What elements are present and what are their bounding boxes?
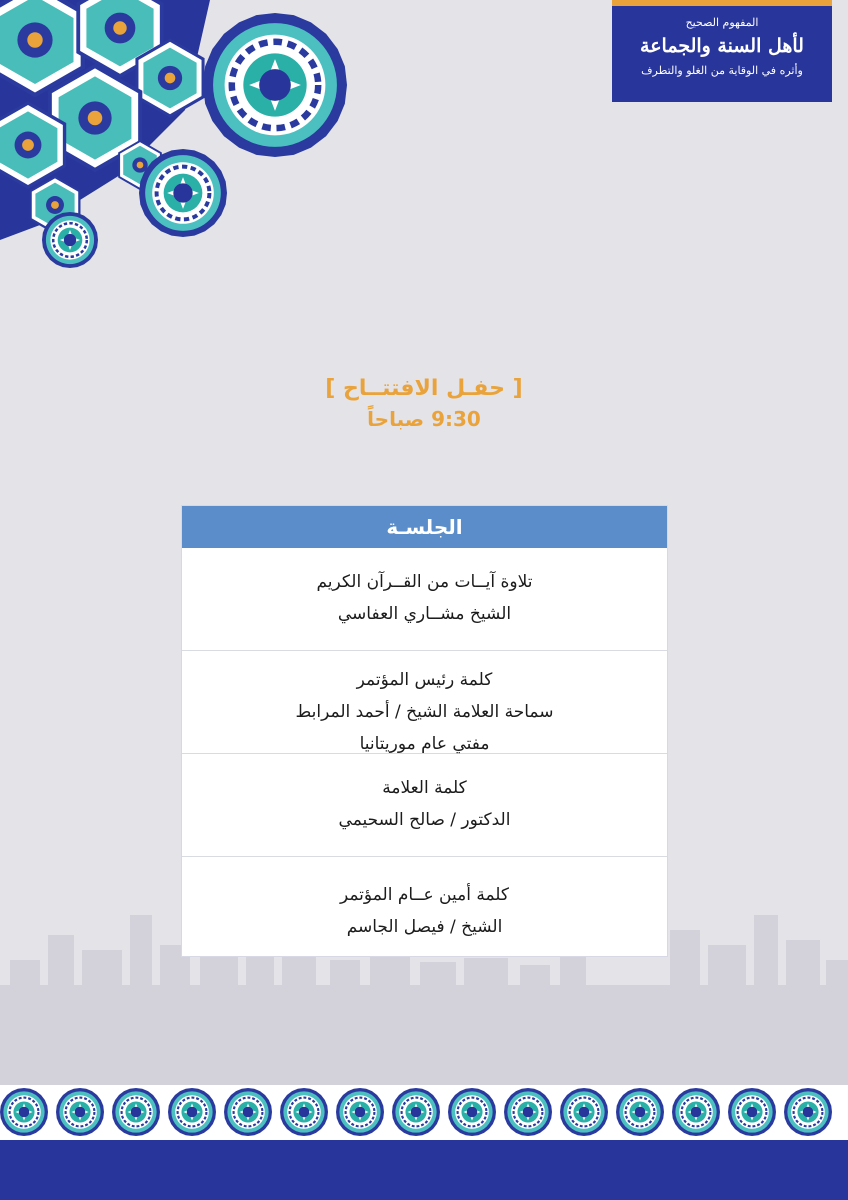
islamic-rosette-icon xyxy=(0,1085,848,1140)
islamic-rosette-icon xyxy=(203,13,347,157)
conference-logo xyxy=(612,0,832,102)
islamic-rosette-icon xyxy=(139,149,227,237)
session-item-line: الدكتور / صالح السحيمي xyxy=(338,810,511,830)
session-item-line: كلمة رئيس المؤتمر xyxy=(356,670,493,690)
logo-line-1: المفهوم الصحيح xyxy=(685,16,759,29)
session-item xyxy=(182,548,667,651)
session-item-line: كلمة أمين عــام المؤتمر xyxy=(339,885,510,905)
session-item-line: الشيخ / فيصل الجاسم xyxy=(346,917,503,937)
session-item-line: كلمة العلامة xyxy=(382,778,467,798)
logo-line-2: لأهل السنة والجماعة xyxy=(640,35,804,57)
session-item-line: تلاوة آيــات من القــرآن الكريم xyxy=(316,572,533,592)
session-table xyxy=(181,505,668,957)
logo-line-3: وأثره في الوقاية من الغلو والتطرف xyxy=(641,64,803,77)
session-item xyxy=(182,754,667,857)
session-item-line: مفتي عام موريتانيا xyxy=(359,734,490,754)
bottom-band xyxy=(0,1140,848,1200)
session-item xyxy=(182,857,667,956)
opening-time: 9:30 صباحاً xyxy=(367,407,481,431)
session-item xyxy=(182,651,667,754)
opening-heading xyxy=(0,376,848,431)
session-item-line: الشيخ مشــاري العفاسي xyxy=(337,604,512,624)
islamic-rosette-icon xyxy=(42,212,98,268)
opening-title: [ حفـل الافتتــاح ] xyxy=(325,376,523,401)
session-item-line: سماحة العلامة الشيخ / أحمد المرابط xyxy=(295,702,554,722)
session-header: الجلسـة xyxy=(182,506,667,548)
